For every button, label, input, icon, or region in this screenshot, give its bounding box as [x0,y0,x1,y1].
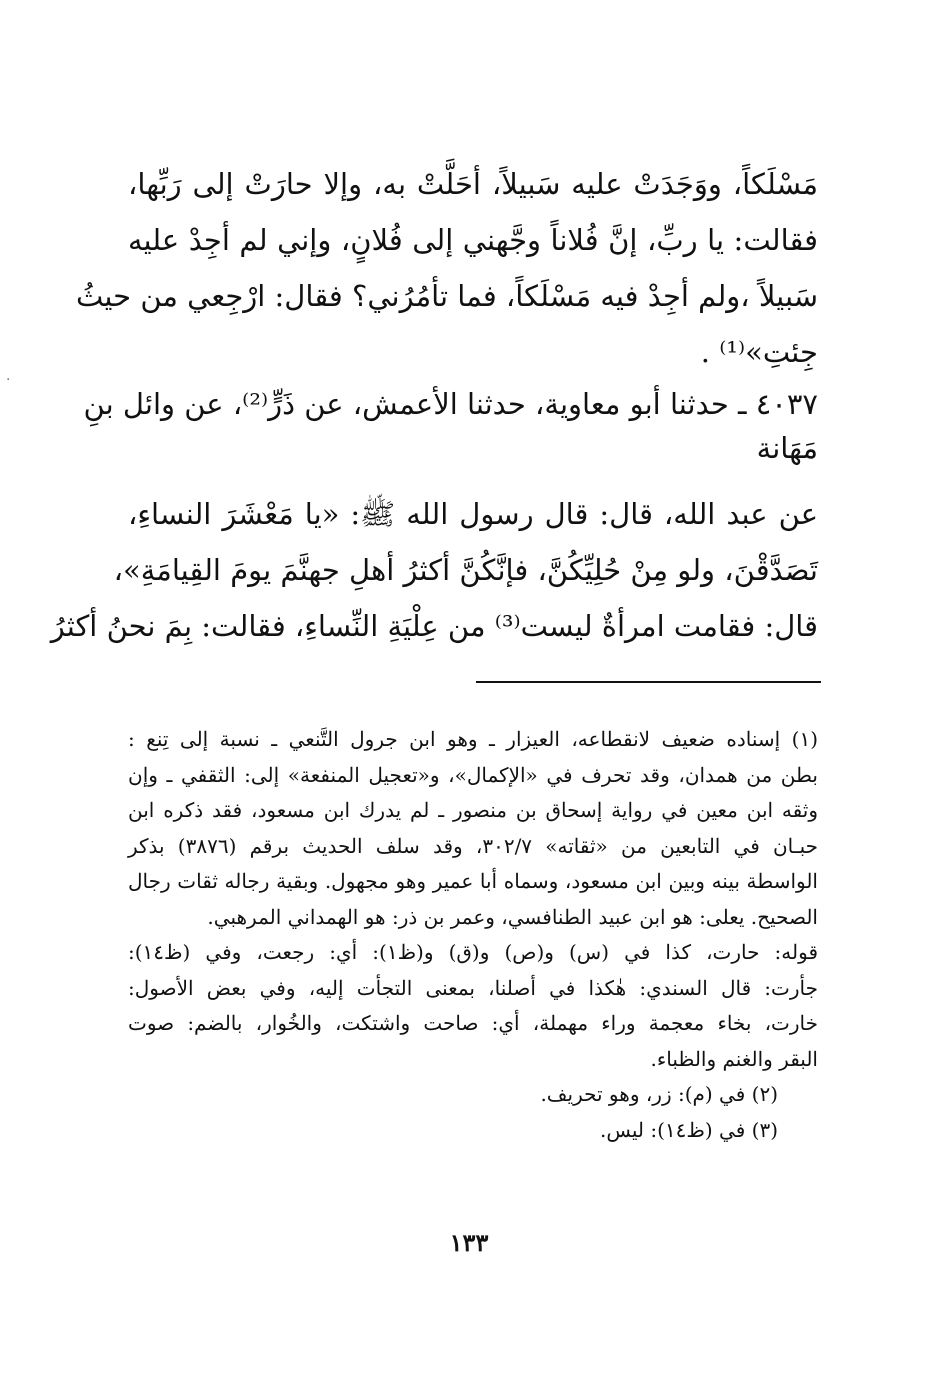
footnote-2: (٢) في (م): زر، وهو تحريف. [540,1082,778,1106]
text-line: سَبيلاً ،ولم أجِدْ فيه مَسْلَكاً، فما تأمُرُني؟ فقال: ارْجِعي من حيثُ [75,279,818,313]
text-line: تَصَدَّقْنَ، ولو مِنْ حُلِيِّكُنَّ، فإنَّكُنَّ أكثرُ أهلِ جهنَّمَ يومَ القِيامَةِ»، [113,553,818,587]
footnote-line: قوله: حارت، كذا في (س) و(ص) و(ق) و(ظ١): أي: رجعت، وفي (ظ١٤): [128,940,818,964]
paragraph-2 [50,486,818,654]
footnote-line: حبـان في التابعين من «ثقاته» ٣٠٢/٧، وقد سلف الحديث برقم (٣٨٧٦) بذكر [128,833,819,858]
footnote-line: وثقه ابن معين في رواية إسحاق بن منصور ـ لم يدرك ابن مسعود، فقد ذكره ابن [128,798,818,822]
footnote-line: خارت، بخاء معجمة وراء مهملة، أي: صاحت واشتكت، والخُوار، بالضم: صوت [128,1011,818,1035]
text-line: مَسْلَكاً، ووَجَدَتْ عليه سَبيلاً، أحَلَّتْ به، وإلا حارَتْ إلى رَبِّها، [128,167,818,201]
hadith-number-line: ٤٠٣٧ ـ حدثنا أبو معاوية، حدثنا الأعمش، عن ذَرٍّ⁽²⁾، عن وائل بنِ [83,387,818,421]
hadith-header [83,382,818,470]
footnotes [128,722,818,1148]
footnote-line: (١) إسناده ضعيف لانقطاعه، العيزار ـ وهو ابن جرول التَّنعي ـ نسبة إلى تِنع : [128,727,818,751]
footnote-line: الصحيح. يعلى: هو ابن عبيد الطنافسي، وعمر بن ذر: هو الهمداني المرهبي. [207,904,818,929]
footnote-line: البقر والغنم والظباء. [650,1046,818,1071]
footnote-divider [476,681,821,683]
footnote-3: (٣) في (ظ١٤): ليس. [600,1117,778,1142]
text-line: قال: فقامت امرأةٌ ليست⁽³⁾ من عِلْيَةِ النِّساءِ، فقالت: بِمَ نحنُ أكثرُ [50,609,818,643]
text-line: جِئتِ»⁽¹⁾ . [700,335,818,369]
page-number: ١٣٣ [449,1228,489,1257]
text-line: عن عبد الله، قال: قال رسول الله ﷺ: «يا مَعْشَرَ النساءِ، [128,497,818,531]
margin-mark: · [6,372,11,388]
footnote-line: الواسطة بينه وبين ابن مسعود، وسماه أبا عمير وهو مجهول. وبقية رجاله ثقات رجال [128,869,818,893]
footnote-line: بطن من همدان، وقد تحرف في «الإكمال»، و«تعجيل المنفعة» إلى: الثقفي ـ وإن [128,762,818,787]
paragraph-1 [75,156,818,380]
footnote-line: جأرت: قال السندي: هٰكذا في أصلنا، بمعنى التجأت إليه، وفي بعض الأصول: [128,975,818,1000]
text-line: مَهَانة [756,431,818,465]
text-line: فقالت: يا ربِّ، إنَّ فُلاناً وجَّهني إلى فُلانٍ، وإني لم أجِدْ عليه [128,223,818,257]
